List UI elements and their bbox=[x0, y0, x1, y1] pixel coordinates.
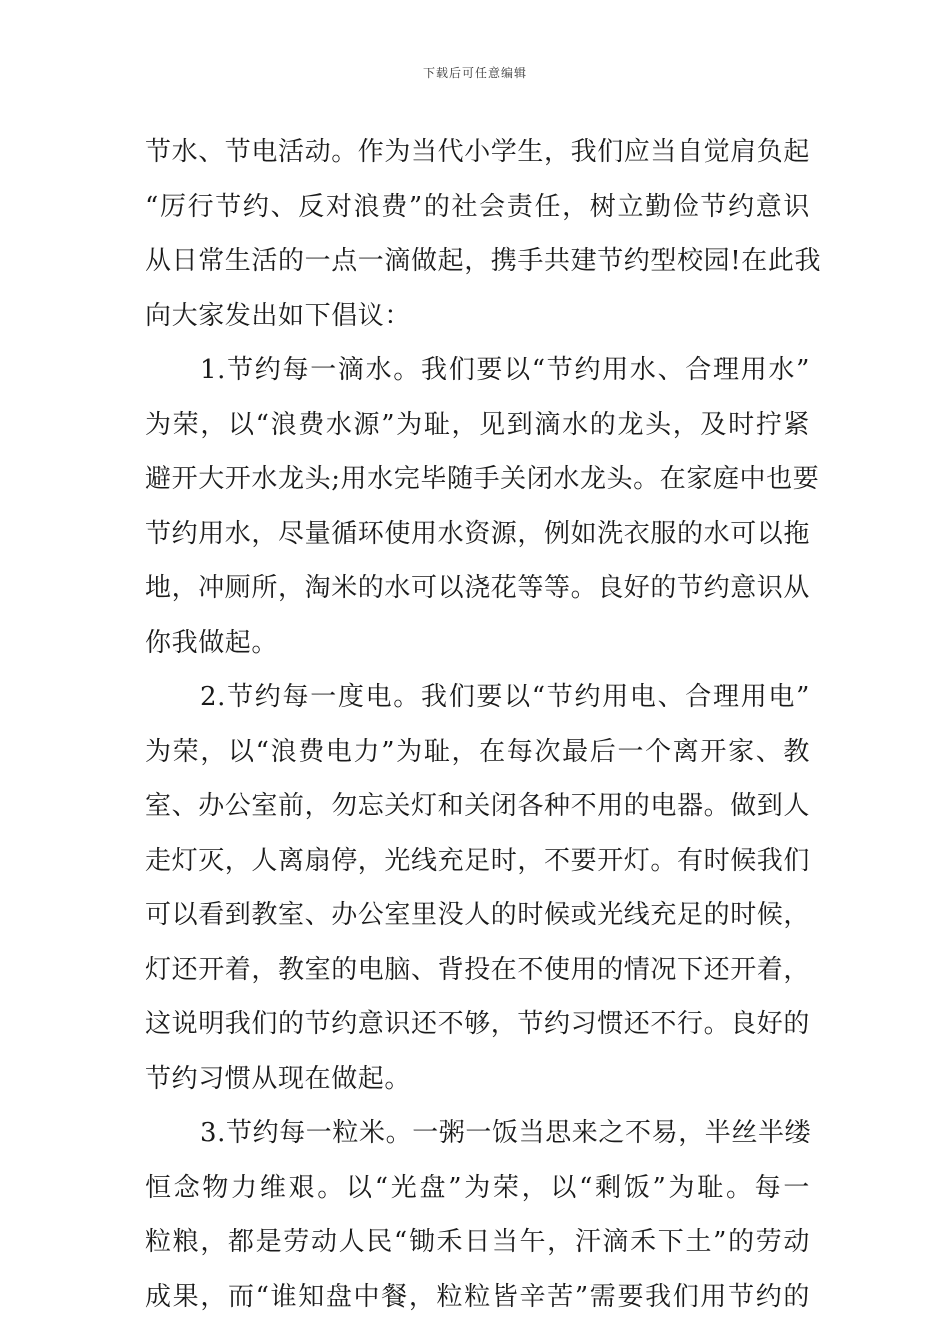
text-line: 为荣，以“浪费电力”为耻，在每次最后一个离开家、教 bbox=[145, 736, 810, 767]
text-line: 地，冲厕所，淘米的水可以浇花等等。良好的节约意识从 bbox=[145, 573, 811, 603]
paragraph-start-line: 1.节约每一滴水。我们要以“节约用水、合理用水” bbox=[200, 355, 810, 385]
text-line: 这说明我们的节约意识还不够，节约习惯还不行。良好的 bbox=[145, 1009, 811, 1039]
document-body bbox=[145, 130, 822, 1329]
text-line: 节约用水，尽量循环使用水资源，例如洗衣服的水可以拖 bbox=[145, 518, 811, 549]
page-header-note: 下载后可任意编辑 bbox=[422, 66, 527, 80]
text-line: 灯还开着，教室的电脑、背投在不使用的情况下还开着， bbox=[145, 954, 811, 985]
text-line: 可以看到教室、办公室里没人的时候或光线充足的时候， bbox=[145, 900, 811, 930]
text-line: 向大家发出如下倡议： bbox=[145, 300, 412, 331]
text-line: 你我做起。 bbox=[145, 627, 279, 658]
text-line: 室、办公室前，勿忘关灯和关闭各种不用的电器。做到人 bbox=[145, 791, 811, 821]
text-line: 避开大开水龙头;用水完毕随手关闭水龙头。在家庭中也要 bbox=[145, 464, 820, 494]
text-line: 走灯灭，人离扇停，光线充足时，不要开灯。有时候我们 bbox=[145, 845, 811, 876]
text-line: 为荣，以“浪费水源”为耻，见到滴水的龙头，及时拧紧 bbox=[145, 409, 810, 440]
text-line: 粒粮，都是劳动人民“锄禾日当午，汗滴禾下土”的劳动 bbox=[145, 1227, 810, 1257]
text-line: 从日常生活的一点一滴做起，携手共建节约型校园!在此我 bbox=[145, 246, 822, 276]
paragraph-start-line: 3.节约每一粒米。一粥一饭当思来之不易，半丝半缕 bbox=[200, 1118, 812, 1148]
text-line: 恒念物力维艰。以“光盘”为荣，以“剩饭”为耻。每一 bbox=[145, 1172, 810, 1203]
text-line: 节约习惯从现在做起。 bbox=[145, 1063, 412, 1094]
text-line: 节水、节电活动。作为当代小学生，我们应当自觉肩负起 bbox=[145, 137, 811, 167]
text-line: 成果，而“谁知盘中餐，粒粒皆辛苦”需要我们用节约的 bbox=[145, 1281, 810, 1312]
text-line: “厉行节约、反对浪费”的社会责任，树立勤俭节约意识 bbox=[145, 191, 810, 222]
paragraph-start-line: 2.节约每一度电。我们要以“节约用电、合理用电” bbox=[200, 682, 810, 712]
